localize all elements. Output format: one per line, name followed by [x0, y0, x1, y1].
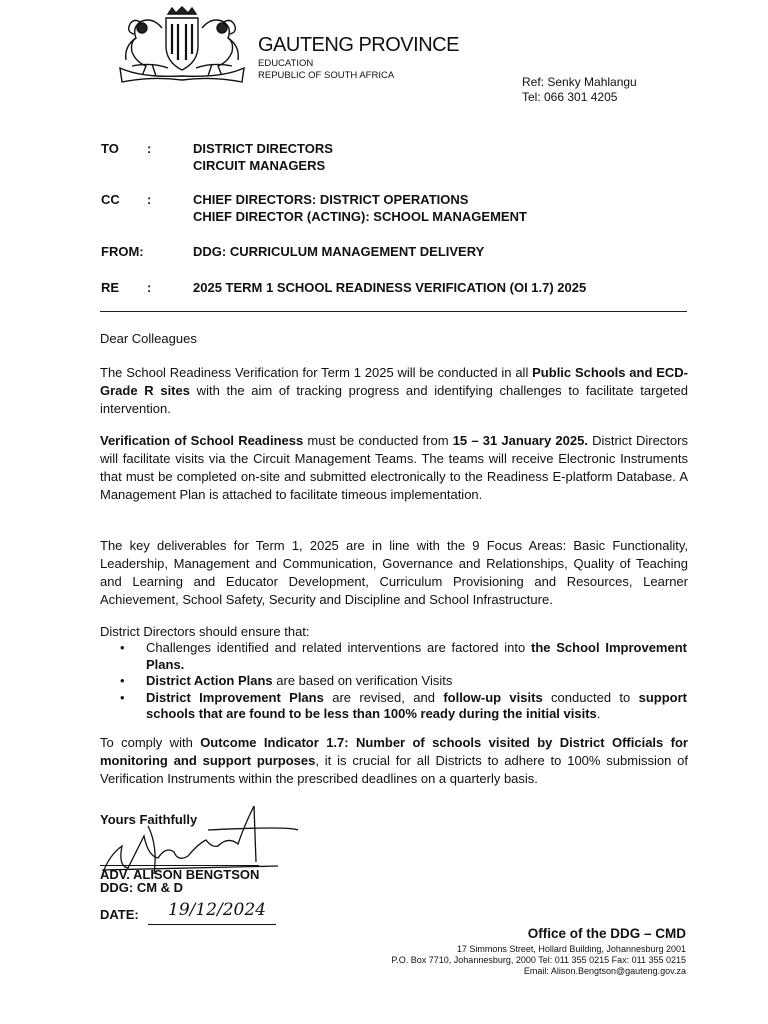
from-label: FROM: [101, 244, 144, 259]
p5-text-c: , it is crucial for all Districts to adhere to 100% submission of Verification Instruments within the prescribed deadlines on a quarterly basis. [100, 753, 688, 786]
date-label: DATE: [100, 907, 139, 922]
p2-bold-a: Verification of School Readiness [100, 433, 304, 448]
date-line [148, 924, 276, 925]
bullet-icon: • [120, 689, 125, 705]
p2-dates: 15 – 31 January 2025. [452, 433, 588, 448]
coat-of-arms-icon [112, 6, 252, 84]
requirements-list [120, 640, 687, 723]
paragraph-1 [100, 364, 688, 418]
reference: Ref: Senky Mahlangu [522, 75, 637, 89]
b3-bold-a: District Improvement Plans [146, 689, 324, 705]
b1-bold: the School Improvement Plans. [146, 640, 687, 672]
paragraph-5 [100, 734, 688, 788]
b3-text-d: conducted to [542, 689, 639, 705]
list-item [120, 690, 687, 723]
paragraph-3: The key deliverables for Term 1, 2025 are in line with the 9 Focus Areas: Basic Functionality, Leadership, Management and Communication, Governance and Relationships, Quality of Teaching and Learning and Educator Development, Curriculum Provisioning and Resources, Learner Achievement, School Safety, Security and Discipline and School Infrastructure. [100, 538, 688, 607]
p5-bold: Outcome Indicator 1.7: Number of schools visited by District Officials for monitoring and support purposes [100, 735, 688, 768]
closing: Yours Faithfully [100, 812, 198, 827]
salutation: Dear Colleagues [100, 331, 197, 346]
office-title: Office of the DDG – CMD [527, 926, 686, 941]
bullet-icon: • [120, 640, 125, 655]
b3-bold-c: follow-up visits [443, 689, 543, 705]
country-name: REPUBLIC OF SOUTH AFRICA [258, 70, 395, 81]
cc-line-2: CHIEF DIRECTOR (ACTING): SCHOOL MANAGEMENT [193, 209, 527, 224]
re-label: RE [101, 280, 120, 295]
b3-bold-e: support schools that are found to be less than 100% ready during the initial visits [146, 689, 688, 721]
list-item [120, 673, 687, 690]
address-line-2: P.O. Box 7710, Johannesburg, 2000 Tel: 011 355 0215 Fax: 011 355 0215 [391, 955, 686, 965]
to-colon: : [147, 141, 152, 156]
p2-text-b: must be conducted from [303, 433, 453, 448]
list-item [120, 640, 687, 673]
re-colon: : [147, 280, 152, 295]
p5-text-a: To comply with [100, 735, 201, 750]
signatory-name: ADV. ALISON BENGTSON [100, 867, 260, 882]
b1-text: Challenges identified and related interventions are factored into [146, 640, 531, 655]
cc-line-1: CHIEF DIRECTORS: DISTRICT OPERATIONS [193, 192, 469, 207]
re-value: 2025 TERM 1 SCHOOL READINESS VERIFICATION (OI 1.7) 2025 [193, 280, 587, 295]
b2-text: are based on verification Visits [272, 673, 453, 688]
p1-text-a: The School Readiness Verification for Term 1 2025 will be conducted in all [100, 365, 533, 380]
b3-text-f: . [596, 706, 601, 721]
bullet-icon: • [120, 673, 125, 688]
department-name: EDUCATION [258, 58, 314, 69]
b3-text-b: are revised, and [323, 689, 444, 705]
address-line-1: 17 Simmons Street, Hollard Building, Johannesburg 2001 [456, 944, 686, 954]
cc-colon: : [147, 192, 152, 207]
p1-text-c: with the aim of tracking progress and identifying challenges to facilitate targeted intervention. [100, 383, 688, 416]
province-name: GAUTENG PROVINCE [258, 34, 459, 56]
to-label: TO [101, 141, 119, 156]
p2-text-d: District Directors will facilitate visits via the Circuit Management Teams. The teams will receive Electronic Instruments that must be completed on-site and submitted electronically to the Readiness E-platform Database. A Management Plan is attached to facilitate timeous implementation. [100, 433, 688, 502]
from-value: DDG: CURRICULUM MANAGEMENT DELIVERY [193, 244, 485, 259]
paragraph-2 [100, 432, 688, 504]
header-divider [100, 311, 687, 312]
date-value: 19/12/2024 [168, 900, 266, 920]
to-line-2: CIRCUIT MANAGERS [193, 158, 326, 173]
signatory-title: DDG: CM & D [100, 880, 184, 895]
b2-bold: District Action Plans [146, 673, 273, 688]
cc-label: CC [101, 192, 120, 207]
address-email: Email: Alison.Bengtson@gauteng.gov.za [523, 966, 686, 976]
p1-bold: Public Schools and ECD-Grade R sites [100, 365, 688, 398]
reference-tel: Tel: 066 301 4205 [522, 90, 618, 104]
paragraph-4: District Directors should ensure that: [100, 624, 310, 639]
to-line-1: DISTRICT DIRECTORS [193, 141, 333, 156]
